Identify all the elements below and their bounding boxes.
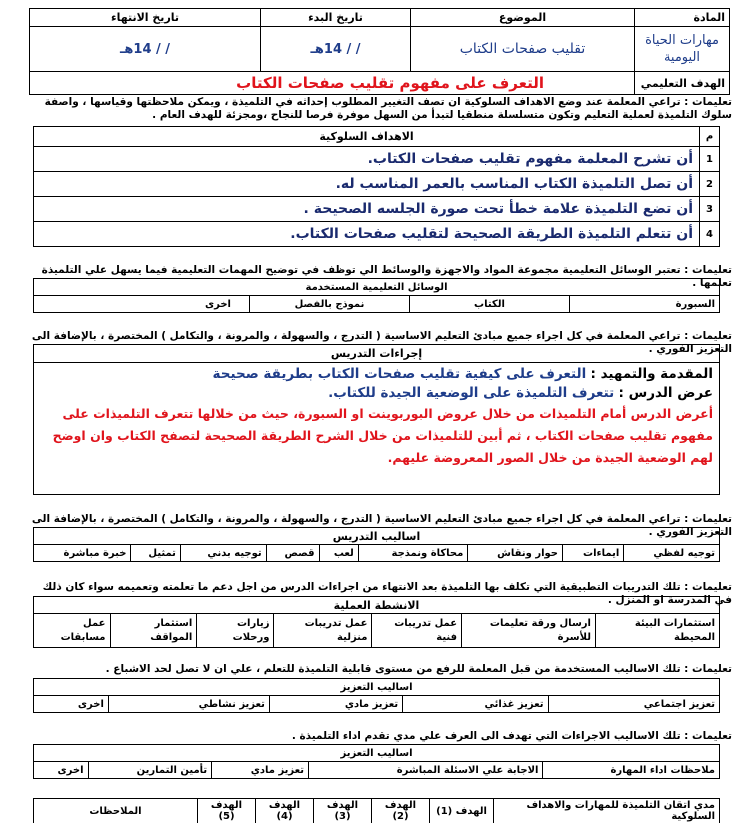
evaluation-header: اساليب التعزيز (34, 745, 720, 762)
reinforcement-item: تعزيز مادي (269, 696, 402, 713)
objective-number: 1 (700, 147, 720, 172)
activity-item: استثمار المواقف (110, 614, 197, 648)
methods-header: اساليب التدريس (34, 528, 720, 545)
method-item: توجيه بدني (180, 545, 266, 562)
evaluation-item: تعزيز مادي (212, 762, 309, 779)
mastery-notes: الملاحظات (34, 799, 198, 823)
reinforcement-item: تعزيز غذائي (403, 696, 548, 713)
reinforcement-item: تعزيز نشاطي (108, 696, 269, 713)
objectives-header: الاهداف السلوكية (34, 127, 700, 147)
objectives-num-header: م (700, 127, 720, 147)
instructions-aids: تعليمات : تعتبر الوسائل التعليمية مجموعة المواد والاجهزة والوسائط الي توظف في توضيح المهمات التعليمية فيما يسهل علي التلميذة تعلمها . (41, 264, 732, 289)
mastery-goal: الهدف (5) (198, 799, 256, 823)
method-item: قصص (266, 545, 319, 562)
intro-text: التعرف على كيفية تقليب صفحات الكتاب بطريقة صحيحة (212, 366, 587, 382)
end-date-label: تاريخ الانتهاء (30, 9, 261, 27)
instructions-procedures: تعليمات : تراعي المعلمة في كل اجراء جميع مبادئ التعليم الاساسية ( التدرج ، والسهولة ، والمرونة ، والتكامل ) المختصرة ، بالإضافة الى التعزيز الفوري . (31, 330, 732, 355)
objective-label: الهدف التعليمي (635, 72, 730, 95)
reinforcement-table (33, 678, 720, 713)
method-item: توجيه لفظي (624, 545, 720, 562)
mastery-goal: الهدف (4) (256, 799, 314, 823)
activity-item: عمل مسابقات (34, 614, 111, 648)
instructions-methods: تعليمات : تراعي المعلمة في كل اجراء جميع مبادئ التعليم الاساسية ( التدرج ، والسهولة ، والمرونة ، والتكامل ) المختصرة ، بالإضافة الى التعزيز الفوري . (31, 513, 732, 538)
evaluation-item: الاجابة علي الاسئلة المباشرة (309, 762, 543, 779)
method-item: تمثيل (131, 545, 181, 562)
procedures-header: إجراءات التدريس (34, 345, 719, 363)
activity-item: ارسال ورقة تعليمات للأسرة (462, 614, 596, 648)
aid-item: السبورة (570, 296, 720, 313)
instructions-objectives: تعليمات : تراعي المعلمة عند وضع الاهداف السلوكية ان تصف التغيير المطلوب إحداثه في التلميذة ، ويمكن ملاحظتها وقياسها ، واصفة سلوك التلميذة لعملية التعليم وتكون متسلسلة منطقيا لتبدأ من السهل موفرة فرصا للنجاح ،ومجزئة للهدف العام . (44, 96, 732, 121)
lesson-body: أعرض الدرس أمام التلميذات من خلال عروض البوربوينت او السبورة، حيث من خلالها تتعرف التلميذات على مفهوم تقليب صفحات الكتاب ، ثم أبين للتلميذات من خلال الشرح الطريقة الصحيحة لتصفح الكتاب وان اوضح لهم الوضعية الجيدة من خلال الصور المعروضة عليهم. (52, 406, 713, 465)
objective-item: أن تضع التلميذة علامة خطأ تحت صورة الجلسه الصحيحة . (34, 197, 700, 222)
lesson-line (40, 384, 713, 403)
mastery-goal: الهدف (2) (372, 799, 430, 823)
reinforcement-item: اخرى (34, 696, 109, 713)
activities-table (33, 596, 720, 648)
evaluation-item: تأمين التمارين (88, 762, 212, 779)
mastery-goal: الهدف (1) (430, 799, 494, 823)
methods-table (33, 527, 720, 562)
method-item: ايماءات (563, 545, 624, 562)
instructions-evaluation: تعليمات : تلك الاساليب الاجراءات التي تهدف الى العرف علي مدي تقدم اداء التلميذة . (291, 730, 732, 742)
aid-item: الكتاب (410, 296, 570, 313)
end-date-value: / / 14هـ (30, 27, 261, 72)
evaluation-table (33, 744, 720, 779)
topic-value: تقليب صفحات الكتاب (411, 27, 635, 72)
reinforcement-item: تعزيز اجتماعي (548, 696, 719, 713)
mastery-goal: الهدف (3) (314, 799, 372, 823)
objective-item: أن تصل التلميذة الكتاب المناسب بالعمر المناسب له. (34, 172, 700, 197)
objective-number: 3 (700, 197, 720, 222)
topic-label: الموضوع (411, 9, 635, 27)
instructions-activities: تعليمات : تلك التدريبات التطبيقية التي تكلف بها التلميذة بعد الانتهاء من اجراءات الدرس من اجل دعم ما تعلمته وتعميمه سواء كان ذلك في المدرسة او المنزل . (42, 581, 732, 606)
activity-item: عمل تدريبات منزلية (274, 614, 372, 648)
activity-item: عمل تدريبات فنية (372, 614, 462, 648)
intro-line (40, 365, 713, 384)
objective-item: أن تتعلم التلميذة الطريقة الصحيحة لتقليب صفحات الكتاب. (34, 222, 700, 247)
objective-item: أن تشرح المعلمة مفهوم تقليب صفحات الكتاب. (34, 147, 700, 172)
aids-header: الوسائل التعليمية المستخدمة (34, 279, 720, 296)
activities-header: الانشطة العملية (34, 597, 720, 614)
procedures-box (33, 344, 720, 495)
aid-item: نموذج بالفصل (250, 296, 410, 313)
start-date-label: تاريخ البدء (261, 9, 411, 27)
aid-item: اخرى (34, 296, 250, 313)
method-item: خبرة مباشرة (34, 545, 131, 562)
objective-value: التعرف على مفهوم تقليب صفحات الكتاب (30, 72, 635, 95)
method-item: حوار ونقاش (468, 545, 563, 562)
subject-label: المادة (635, 9, 730, 27)
intro-label: المقدمة والتمهيد : (590, 366, 713, 382)
objectives-table (33, 126, 720, 247)
header-table (29, 8, 730, 95)
evaluation-item: اخرى (34, 762, 89, 779)
lesson-label: عرض الدرس : (618, 385, 713, 401)
activity-item: زيارات ورحلات (197, 614, 274, 648)
instructions-reinforcement: تعليمات : تلك الاساليب المستخدمة من قبل المعلمة للرفع من مستوى قابلية التلميذة للتعلم ، علي ان لا تصل لحد الاشباع . (105, 663, 732, 675)
mastery-label: مدي اتقان التلميذة للمهارات والاهداف السلوكية (494, 799, 720, 823)
mastery-table (33, 798, 720, 823)
evaluation-item: ملاحظات اداء المهارة (543, 762, 720, 779)
objective-number: 2 (700, 172, 720, 197)
objective-number: 4 (700, 222, 720, 247)
activity-item: استثمارات البيئة المحيطة (595, 614, 719, 648)
lesson-text: تتعرف التلميذة على الوضعية الجيدة للكتاب. (328, 385, 615, 401)
method-item: محاكاة ونمذجة (358, 545, 468, 562)
reinforcement-header: اساليب التعزيز (34, 679, 720, 696)
aids-table (33, 278, 720, 313)
subject-value: مهارات الحياة اليومية (635, 27, 730, 72)
start-date-value: / / 14هـ (261, 27, 411, 72)
method-item: لعب (319, 545, 358, 562)
